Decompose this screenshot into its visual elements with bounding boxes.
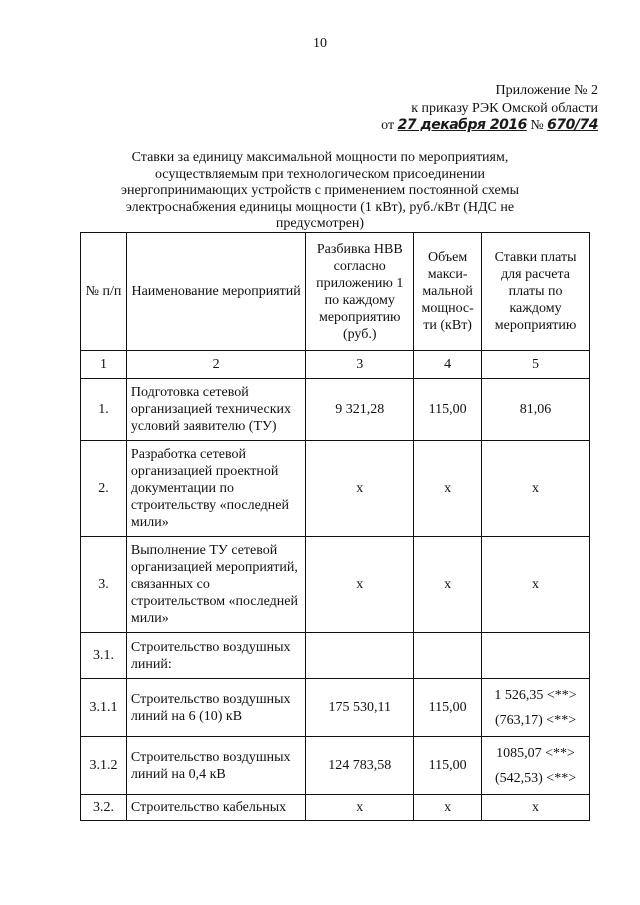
row-number: 2. <box>81 441 127 537</box>
row-power: х <box>414 795 482 821</box>
rate-secondary: (542,53) <**> <box>494 770 577 786</box>
handwritten-date: 27 декабря 2016 <box>397 117 527 133</box>
column-number: 1 <box>81 351 127 379</box>
row-rate <box>482 679 590 737</box>
rate-primary: 1085,07 <**> <box>496 745 575 761</box>
row-power: х <box>414 537 482 633</box>
date-prefix: от <box>381 118 395 133</box>
row-nvv: 175 530,11 <box>306 679 414 737</box>
handwritten-number: 670/74 <box>547 117 598 133</box>
row-name: Выполнение ТУ сетевой организацией мероприятий, связанных со строительством «последней мили» <box>126 537 305 633</box>
row-nvv <box>306 633 414 679</box>
row-name: Подготовка сетевой организацией технических условий заявителю (ТУ) <box>126 379 305 441</box>
row-number: 3.1. <box>81 633 127 679</box>
table-row <box>81 737 590 795</box>
column-number: 2 <box>126 351 305 379</box>
row-number: 3.1.1 <box>81 679 127 737</box>
row-nvv: 124 783,58 <box>306 737 414 795</box>
row-rate: х <box>482 795 590 821</box>
table-row <box>81 679 590 737</box>
order-reference: к приказу РЭК Омской области <box>411 100 598 116</box>
rates-table <box>80 232 590 821</box>
row-rate: х <box>482 441 590 537</box>
row-power: 115,00 <box>414 737 482 795</box>
column-number-row <box>81 351 590 379</box>
table-row <box>81 795 590 821</box>
header-rate: Ставки платы для расчета платы по каждому мероприятию <box>482 233 590 351</box>
row-power: 115,00 <box>414 679 482 737</box>
row-number: 3.1.2 <box>81 737 127 795</box>
row-number: 3.2. <box>81 795 127 821</box>
appendix-header <box>381 82 598 135</box>
header-name: Наименование мероприятий <box>126 233 305 351</box>
row-name: Строительство кабельных <box>126 795 305 821</box>
row-nvv: х <box>306 537 414 633</box>
row-nvv: 9 321,28 <box>306 379 414 441</box>
row-name: Строительство воздушных линий на 0,4 кВ <box>126 737 305 795</box>
row-nvv: х <box>306 795 414 821</box>
column-number: 5 <box>482 351 590 379</box>
table-row <box>81 441 590 537</box>
row-power: х <box>414 441 482 537</box>
row-name: Разработка сетевой организацией проектной документации по строительству «последней мили» <box>126 441 305 537</box>
order-date-line <box>381 117 598 135</box>
table-row <box>81 379 590 441</box>
page-number: 10 <box>313 36 327 51</box>
appendix-title: Приложение № 2 <box>495 83 598 98</box>
header-number: № п/п <box>81 233 127 351</box>
table-row <box>81 537 590 633</box>
document-title: Ставки за единицу максимальной мощности по мероприятиям, осуществляемым при технологическом присоединении энергопринимающих устройств с применением постоянной схемы электроснабжения единицы мощности (1 кВт), руб./кВт (НДС не предусмотрен) <box>120 150 520 231</box>
row-power: 115,00 <box>414 379 482 441</box>
row-rate <box>482 737 590 795</box>
row-number: 3. <box>81 537 127 633</box>
row-name: Строительство воздушных линий на 6 (10) кВ <box>126 679 305 737</box>
header-nvv: Разбивка НВВ согласно приложению 1 по каждому мероприятию (руб.) <box>306 233 414 351</box>
row-power <box>414 633 482 679</box>
column-number: 3 <box>306 351 414 379</box>
row-nvv: х <box>306 441 414 537</box>
header-power: Объем макси-мальной мощнос-ти (кВт) <box>414 233 482 351</box>
row-number: 1. <box>81 379 127 441</box>
row-rate: х <box>482 537 590 633</box>
rate-primary: 1 526,35 <**> <box>494 687 577 703</box>
number-prefix: № <box>530 118 544 133</box>
table-header-row <box>81 233 590 351</box>
column-number: 4 <box>414 351 482 379</box>
table-row <box>81 633 590 679</box>
row-name: Строительство воздушных линий: <box>126 633 305 679</box>
row-rate: 81,06 <box>482 379 590 441</box>
rate-secondary: (763,17) <**> <box>494 712 577 728</box>
row-rate <box>482 633 590 679</box>
